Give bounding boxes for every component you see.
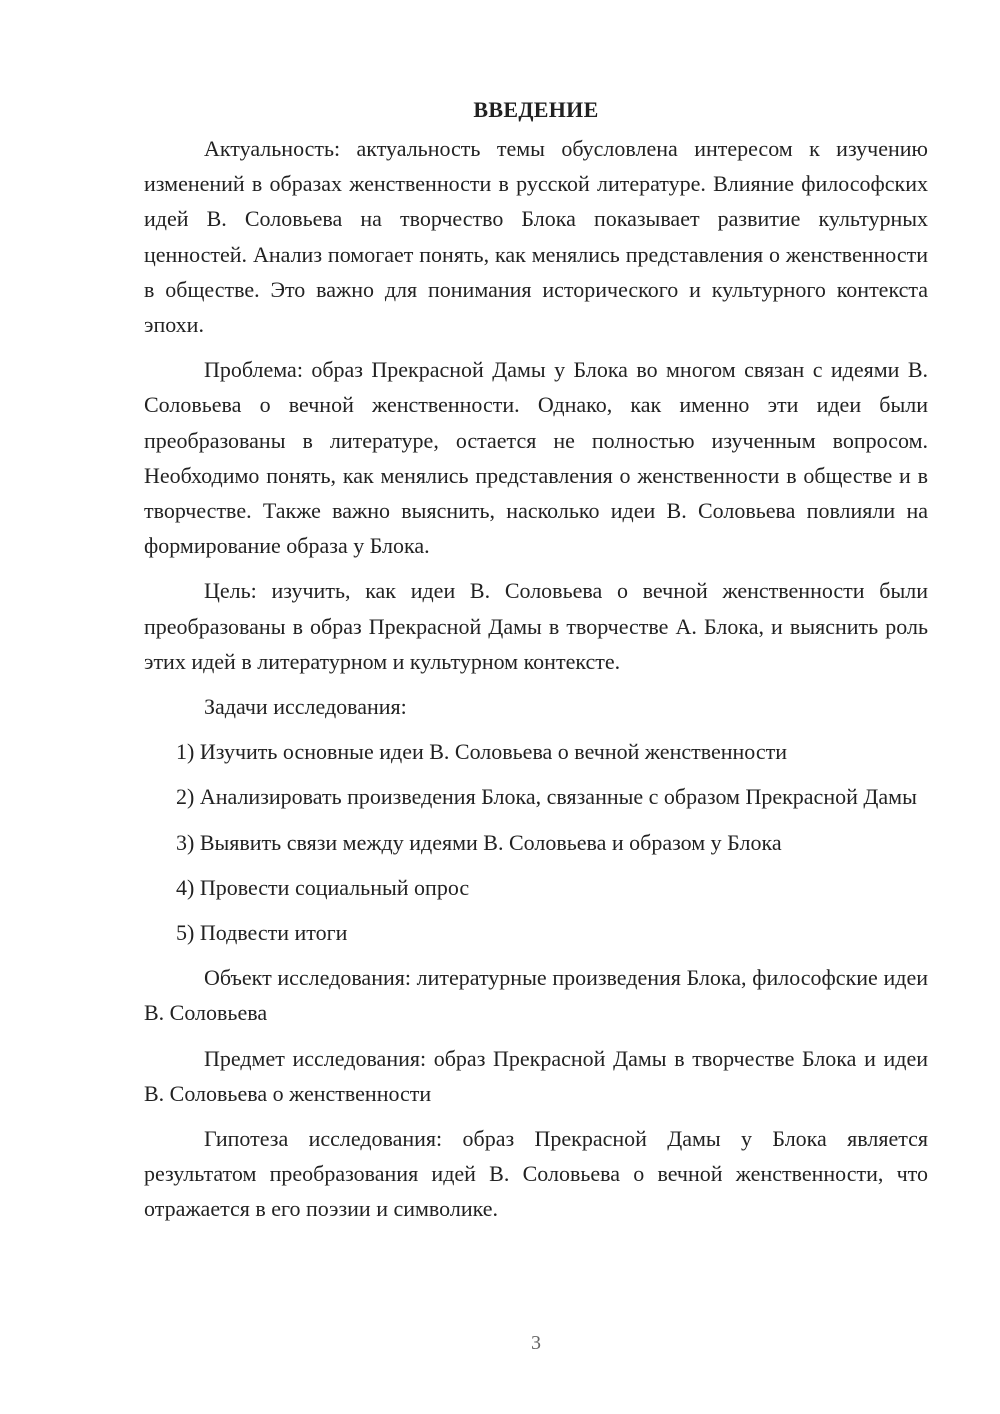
paragraph-goal: Цель: изучить, как идеи В. Соловьева о вечной женственности были преобразованы в образ Прекрасной Дамы в творчестве А. Блока, и выяснить роль этих идей в литературном и культурном контексте. (144, 578, 928, 674)
task-item-3: 3) Выявить связи между идеями В. Соловьева и образом у Блока (176, 829, 782, 855)
tasks-heading: Задачи исследования: (204, 694, 407, 720)
task-item-5: 5) Подвести итоги (176, 920, 348, 946)
task-item-1: 1) Изучить основные идеи В. Соловьева о вечной женственности (176, 739, 787, 765)
paragraph-object: Объект исследования: литературные произведения Блока, философские идеи В. Соловьева (144, 965, 928, 1026)
paragraph-hypothesis: Гипотеза исследования: образ Прекрасной Дамы у Блока является результатом преобразования идей В. Соловьева о вечной женственности, что отражается в его поэзии и символике. (144, 1126, 928, 1222)
page-number: 3 (531, 1332, 541, 1354)
paragraph-subject: Предмет исследования: образ Прекрасной Дамы в творчестве Блока и идеи В. Соловьева о женственности (144, 1045, 928, 1106)
task-item-2: 2) Анализировать произведения Блока, связанные с образом Прекрасной Дамы (176, 784, 917, 810)
paragraph-problem: Проблема: образ Прекрасной Дамы у Блока во многом связан с идеями В. Соловьева о вечной женственности. Однако, как именно эти идеи были преобразованы в литературе, остается не полностью изученным вопросом. Необходимо понять, как менялись представления о женственности в обществе и в творчестве. Также важно выяснить, насколько идеи В. Соловьева повлияли на формирование образа у Блока. (144, 357, 928, 559)
page-content (144, 95, 928, 1237)
paragraph-relevance: Актуальность: актуальность темы обусловлена интересом к изучению изменений в образах женственности в русской литературе. Влияние философских идей В. Соловьева на творчество Блока показывает развитие культурных ценностей. Анализ помогает понять, как менялись представления о женственности в обществе. Это важно для понимания исторического и культурного контекста эпохи. (144, 136, 928, 338)
task-item-4: 4) Провести социальный опрос (176, 874, 470, 900)
section-title: ВВЕДЕНИЕ (473, 97, 599, 122)
